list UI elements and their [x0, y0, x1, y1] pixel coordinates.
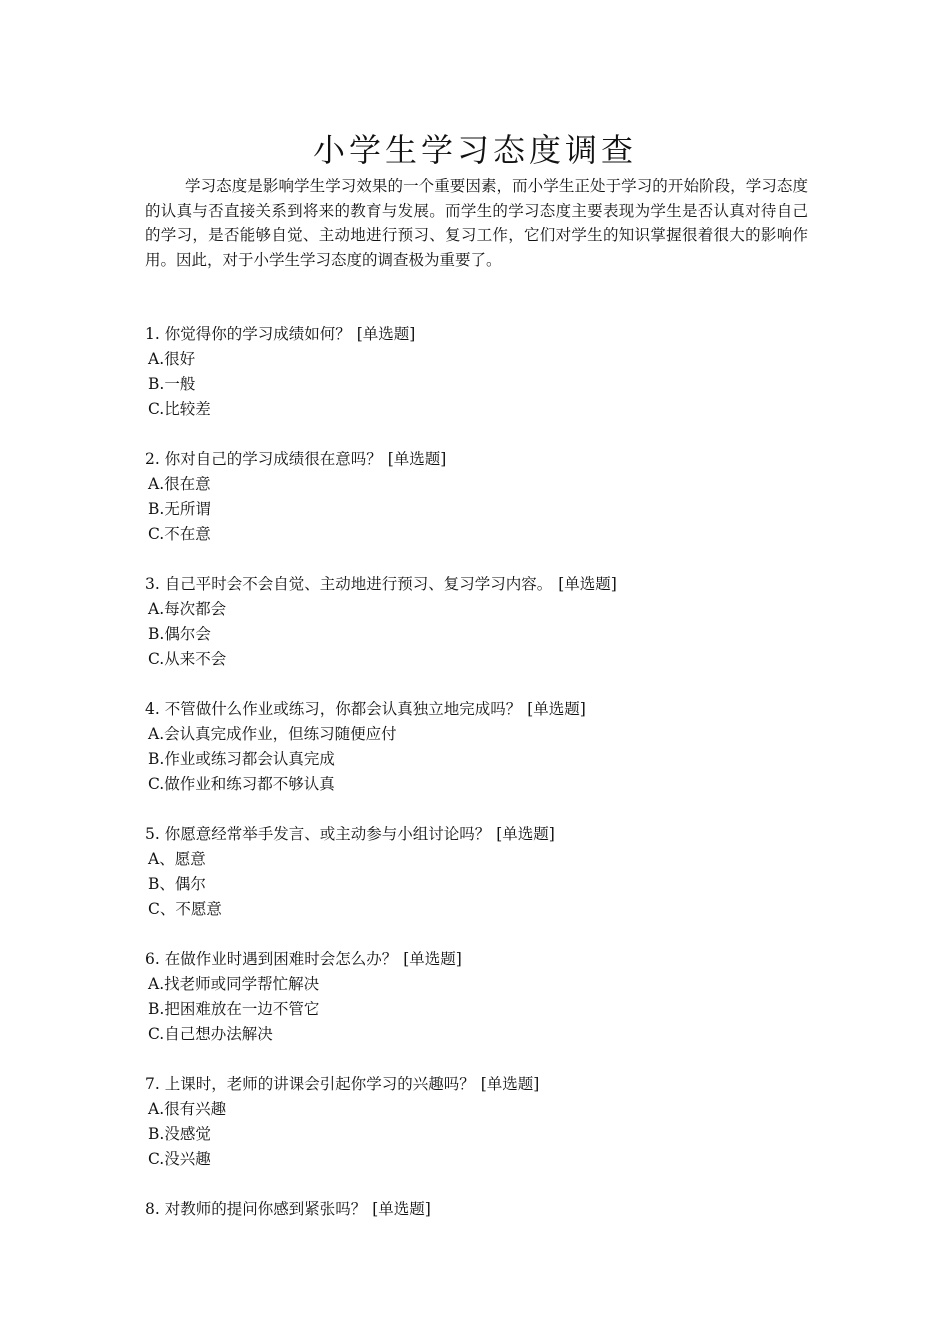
option-c: C.自己想办法解决	[148, 1025, 273, 1043]
option-c: C.没兴趣	[148, 1150, 211, 1168]
option-a: A.很好	[148, 350, 196, 368]
question-prompt: 6. 在做作业时遇到困难时会怎么办？	[145, 950, 398, 968]
question-text	[145, 1197, 825, 1222]
question-prompt: 1. 你觉得你的学习成绩如何？	[145, 325, 351, 343]
option-c: C.比较差	[148, 400, 211, 418]
intro-paragraph: 学习态度是影响学生学习效果的一个重要因素，而小学生正处于学习的开始阶段，学习态度的认真与否直接关系到将来的教育与发展。而学生的学习态度主要表现为学生是否认真对待自己的学习，是否能够自觉、主动地进行预习、复习工作，它们对学生的知识掌握很着很大的影响作用。因此，对于小学生学习态度的调查极为重要了。	[145, 177, 808, 269]
question-text	[145, 1072, 825, 1097]
question-4	[145, 697, 825, 797]
option-a: A.会认真完成作业，但练习随便应付	[148, 725, 397, 743]
question-text	[145, 572, 825, 597]
question-text	[145, 322, 825, 347]
document-title: 小学生学习态度调查	[312, 131, 637, 169]
question-5	[145, 822, 825, 922]
question-3	[145, 572, 825, 672]
option-a: A.很有兴趣	[148, 1100, 227, 1118]
option-b: B.一般	[148, 375, 196, 393]
option-c: C.从来不会	[148, 650, 227, 668]
question-prompt: 7. 上课时，老师的讲课会引起你学习的兴趣吗？	[145, 1075, 475, 1093]
option-b: B.作业或练习都会认真完成	[148, 750, 335, 768]
question-7	[145, 1072, 825, 1172]
question-text	[145, 947, 825, 972]
option-c: C.不在意	[148, 525, 211, 543]
option-b: B.偶尔会	[148, 625, 211, 643]
question-type-label: [单选题]	[403, 950, 462, 968]
question-text	[145, 447, 825, 472]
question-type-label: [单选题]	[496, 825, 555, 843]
question-prompt: 4. 不管做什么作业或练习，你都会认真独立地完成吗？	[145, 700, 522, 718]
option-a: A.找老师或同学帮忙解决	[148, 975, 320, 993]
question-type-label: [单选题]	[387, 450, 447, 468]
question-type-label: [单选题]	[480, 1075, 540, 1093]
question-type-label: [单选题]	[356, 325, 416, 343]
question-prompt: 5. 你愿意经常举手发言、或主动参与小组讨论吗？	[145, 825, 491, 843]
option-b: B、偶尔	[148, 875, 206, 893]
question-prompt: 3. 自己平时会不会自觉、主动地进行预习、复习学习内容。	[145, 575, 553, 593]
question-1	[145, 322, 825, 422]
option-c: C、不愿意	[148, 900, 222, 918]
option-b: B.没感觉	[148, 1125, 211, 1143]
question-prompt: 2. 你对自己的学习成绩很在意吗？	[145, 450, 382, 468]
question-6	[145, 947, 825, 1047]
option-a: A、愿意	[148, 850, 206, 868]
question-prompt: 8. 对教师的提问你感到紧张吗？	[145, 1200, 367, 1218]
question-text	[145, 822, 825, 847]
option-a: A.很在意	[148, 475, 211, 493]
option-a: A.每次都会	[148, 600, 227, 618]
question-type-label: [单选题]	[372, 1200, 431, 1218]
option-c: C.做作业和练习都不够认真	[148, 775, 335, 793]
question-8	[145, 1197, 825, 1222]
question-type-label: [单选题]	[558, 575, 617, 593]
question-list	[145, 322, 825, 1247]
option-b: B.把困难放在一边不管它	[148, 1000, 320, 1018]
question-2	[145, 447, 825, 547]
question-type-label: [单选题]	[527, 700, 586, 718]
question-text	[145, 697, 825, 722]
option-b: B.无所谓	[148, 500, 211, 518]
